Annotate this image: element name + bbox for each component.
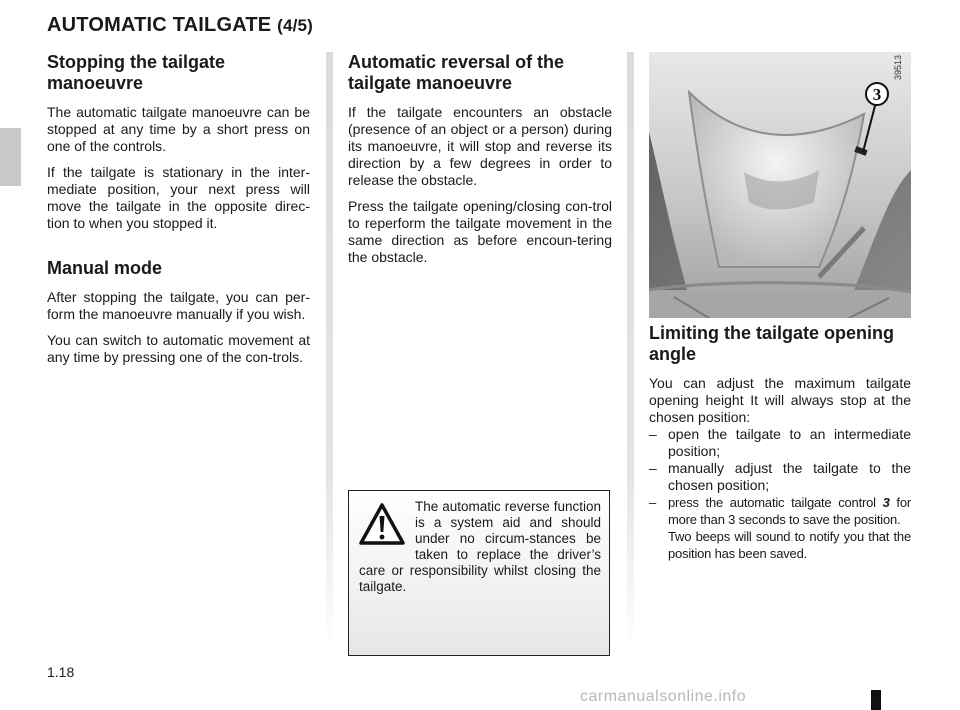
- heading-stopping: Stopping the tailgate manoeuvre: [47, 52, 225, 93]
- figure-reference-number: 39513: [893, 55, 903, 81]
- paragraph-reversal-1: If the tailgate encounters an obstacle (presence of an object or a person) during its manoeuvre, it will stop and reverse its direction by a few degrees in order to release the obstacle.: [348, 104, 612, 188]
- tailgate-photo: [649, 52, 911, 318]
- heading-manual-mode: Manual mode: [47, 258, 163, 278]
- paragraph-manual-1: After stopping the tailgate, you can per-form the manoeuvre manually if you wish.: [47, 289, 310, 322]
- column-left: [47, 52, 310, 375]
- paragraph-reversal-2: Press the tailgate opening/closing con-trol to reperform the tailgate movement in the same direction as before encoun-tering the obstacle.: [348, 198, 612, 265]
- paragraph-stopping-1: The automatic tailgate manoeuvre can be stopped at any time by a short press on one of the controls.: [47, 104, 310, 154]
- list-item-text: for more than 3 seconds to save the position.: [668, 495, 911, 527]
- page-number: 1.18: [47, 664, 75, 680]
- paragraph-limiting-intro: You can adjust the maximum tailgate opening height It will always stop at the chosen position:: [649, 375, 911, 425]
- list-item: [649, 494, 911, 562]
- list-item: – open the tailgate to an intermediate position;: [649, 426, 911, 460]
- control-reference: 3: [882, 495, 890, 510]
- heading-limiting-angle: Limiting the tailgate opening angle: [649, 323, 894, 364]
- limiting-steps-list: [649, 426, 911, 562]
- page-title: [47, 14, 313, 37]
- list-item: – manually adjust the tailgate to the chosen position;: [649, 460, 911, 494]
- paragraph-manual-2: You can switch to automatic movement at any time by pressing one of the con-trols.: [47, 332, 310, 365]
- paragraph-stopping-2: If the tailgate is stationary in the inter-mediate position, your next press will move the tailgate in the opposite direc-tion to when you stopped it.: [47, 164, 310, 231]
- list-item-text: press the automatic tailgate control: [668, 495, 876, 510]
- column-middle: [348, 52, 612, 275]
- warning-text: The automatic reverse function is a system aid and should under no circum-stances be taken to replace the driver’s care or responsibility whilst closing the tailgate.: [359, 499, 601, 594]
- page-title-text: AUTOMATIC TAILGATE: [47, 14, 272, 36]
- column-divider-right: [627, 52, 634, 652]
- column-right: [649, 323, 911, 562]
- heading-auto-reversal: Automatic reversal of the tailgate manoeuvre: [348, 52, 565, 93]
- section-tab: [0, 128, 21, 186]
- column-divider-left: [326, 52, 333, 652]
- list-item-text: Two beeps will sound to notify you that the position has been saved.: [668, 529, 911, 561]
- warning-box: [348, 490, 610, 656]
- corner-mark: [871, 690, 881, 710]
- callout-3: 3: [872, 85, 882, 104]
- page-title-part: (4/5): [277, 16, 314, 35]
- watermark: carmanualsonline.info: [580, 688, 747, 705]
